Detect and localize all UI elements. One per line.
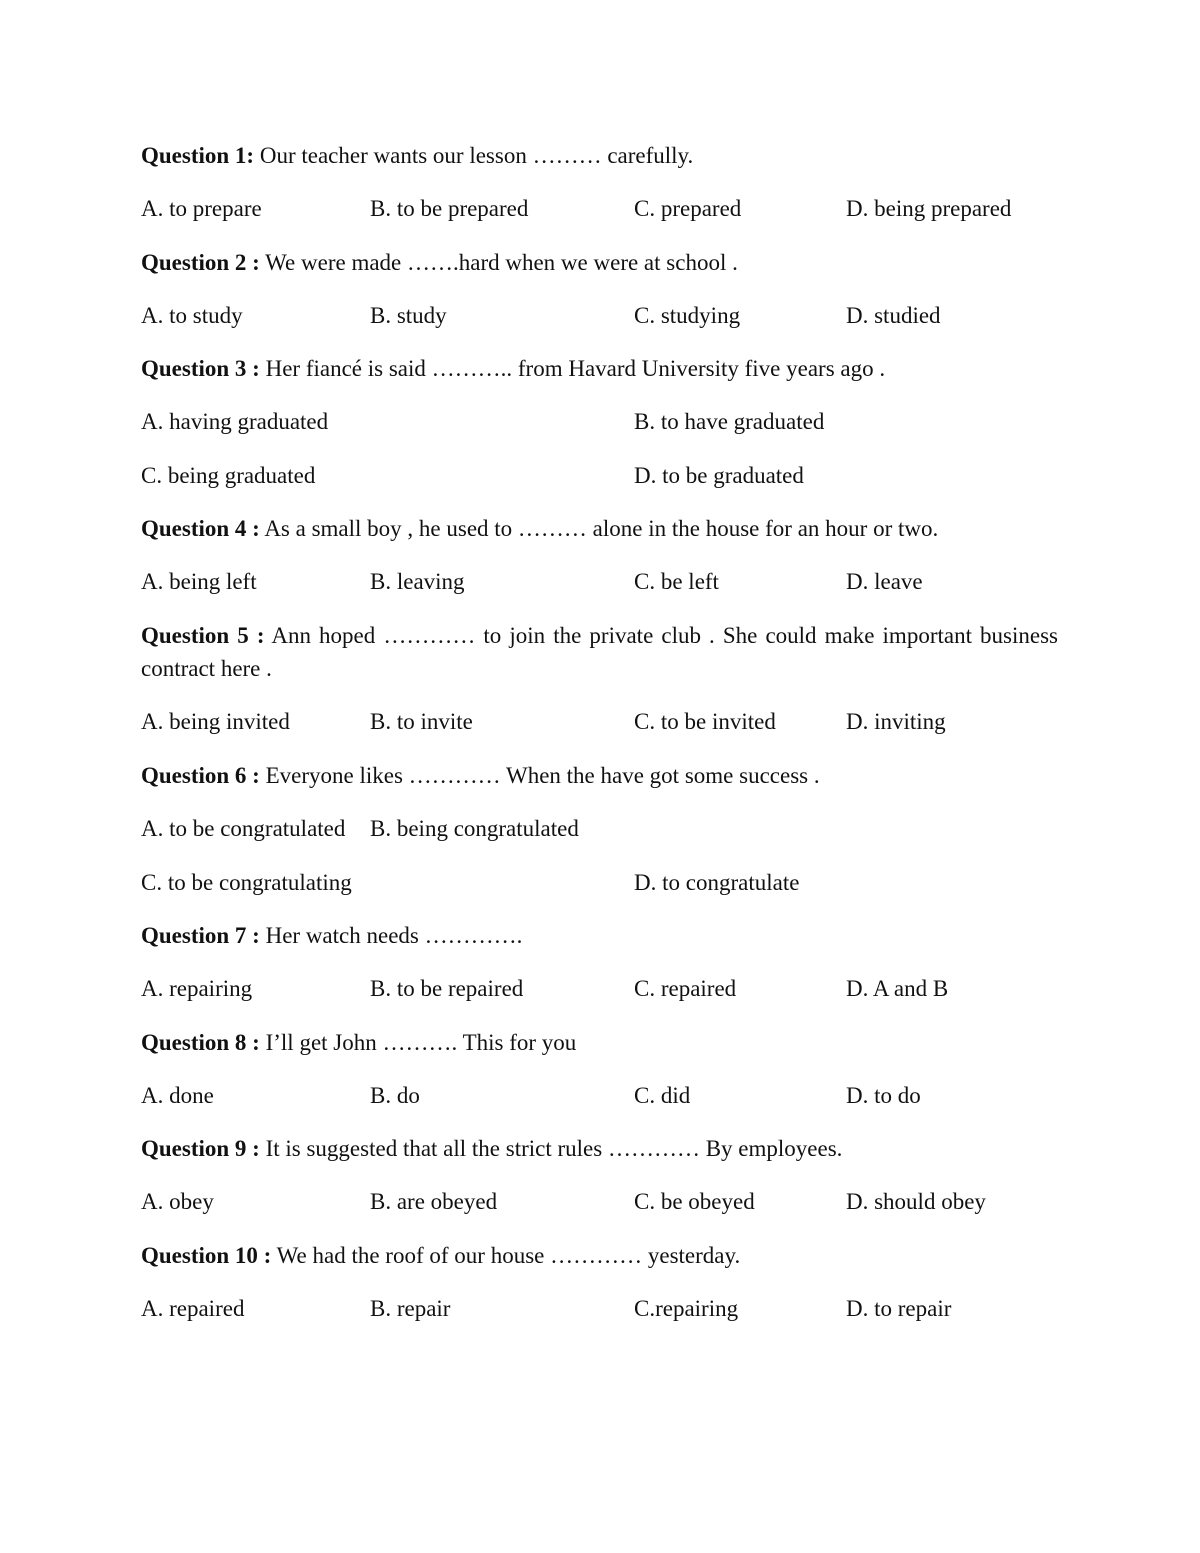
- option-a: A. to study: [141, 303, 243, 328]
- option-c: C. repaired: [634, 976, 737, 1001]
- option-b: B. being congratulated: [370, 816, 579, 841]
- question-text: We had the roof of our house ………… yesterday.: [271, 1243, 741, 1268]
- option-c: C. studying: [634, 303, 741, 328]
- question-label: Question 6 :: [141, 763, 260, 788]
- question-4: [141, 517, 938, 540]
- option-c: C. did: [634, 1083, 691, 1108]
- question-text: As a small boy , he used to ……… alone in the house for an hour or two.: [259, 516, 939, 541]
- option-c: C. prepared: [634, 196, 742, 221]
- option-a: A. to prepare: [141, 196, 262, 221]
- option-c: C. to be congratulating: [141, 870, 352, 895]
- question-6: [141, 764, 820, 787]
- option-d: D. to congratulate: [634, 870, 800, 895]
- question-text: I’ll get John ………. This for you: [259, 1030, 577, 1055]
- option-d: D. should obey: [846, 1189, 986, 1214]
- question-label: Question 8 :: [141, 1030, 260, 1055]
- option-a: A. done: [141, 1083, 214, 1108]
- option-d: D. leave: [846, 569, 923, 594]
- question-label: Question 9 :: [141, 1136, 260, 1161]
- question-1: [141, 144, 693, 167]
- question-label: Question 4 :: [141, 516, 260, 541]
- question-label: Question 5 :: [141, 623, 265, 648]
- option-a: A. repairing: [141, 976, 253, 1001]
- option-b: B. do: [370, 1083, 420, 1108]
- option-b: B. to be prepared: [370, 196, 529, 221]
- question-label: Question 7 :: [141, 923, 260, 948]
- question-8: [141, 1031, 576, 1054]
- option-a: A. having graduated: [141, 409, 329, 434]
- question-3: [141, 357, 885, 380]
- option-b: B. leaving: [370, 569, 465, 594]
- question-label: Question 3 :: [141, 356, 260, 381]
- option-c: C. to be invited: [634, 709, 776, 734]
- option-b: B. are obeyed: [370, 1189, 498, 1214]
- option-b: B. study: [370, 303, 447, 328]
- question-5: [141, 619, 1058, 685]
- option-d: D. A and B: [846, 976, 949, 1001]
- option-a: A. repaired: [141, 1296, 245, 1321]
- option-c: C. be left: [634, 569, 719, 594]
- question-text: We were made …….hard when we were at school .: [259, 250, 738, 275]
- option-d: D. being prepared: [846, 196, 1012, 221]
- option-b: B. repair: [370, 1296, 451, 1321]
- question-7: [141, 924, 522, 947]
- option-a: A. to be congratulated: [141, 816, 346, 841]
- option-d: D. studied: [846, 303, 941, 328]
- question-text: It is suggested that all the strict rules ………… By employees.: [259, 1136, 843, 1161]
- question-9: [141, 1137, 842, 1160]
- question-text: Our teacher wants our lesson ……… carefully.: [254, 143, 694, 168]
- option-d: D. to do: [846, 1083, 921, 1108]
- option-a: A. obey: [141, 1189, 214, 1214]
- question-label: Question 2 :: [141, 250, 260, 275]
- question-2: [141, 251, 738, 274]
- question-text: Ann hoped ………… to join the private club . She could make important business contract here .: [141, 623, 1058, 681]
- question-text: Her watch needs ………….: [259, 923, 523, 948]
- option-c: C. be obeyed: [634, 1189, 755, 1214]
- option-c: C.repairing: [634, 1296, 739, 1321]
- option-a: A. being invited: [141, 709, 290, 734]
- option-b: B. to invite: [370, 709, 473, 734]
- question-text: Everyone likes ………… When the have got some success .: [259, 763, 820, 788]
- question-label: Question 1:: [141, 143, 255, 168]
- option-b: B. to be repaired: [370, 976, 524, 1001]
- question-text: Her fiancé is said ……….. from Havard University five years ago .: [259, 356, 886, 381]
- option-d: D. to repair: [846, 1296, 952, 1321]
- option-d: D. inviting: [846, 709, 946, 734]
- question-10: [141, 1244, 740, 1267]
- option-c: C. being graduated: [141, 463, 316, 488]
- question-label: Question 10 :: [141, 1243, 272, 1268]
- option-d: D. to be graduated: [634, 463, 804, 488]
- option-a: A. being left: [141, 569, 257, 594]
- option-b: B. to have graduated: [634, 409, 825, 434]
